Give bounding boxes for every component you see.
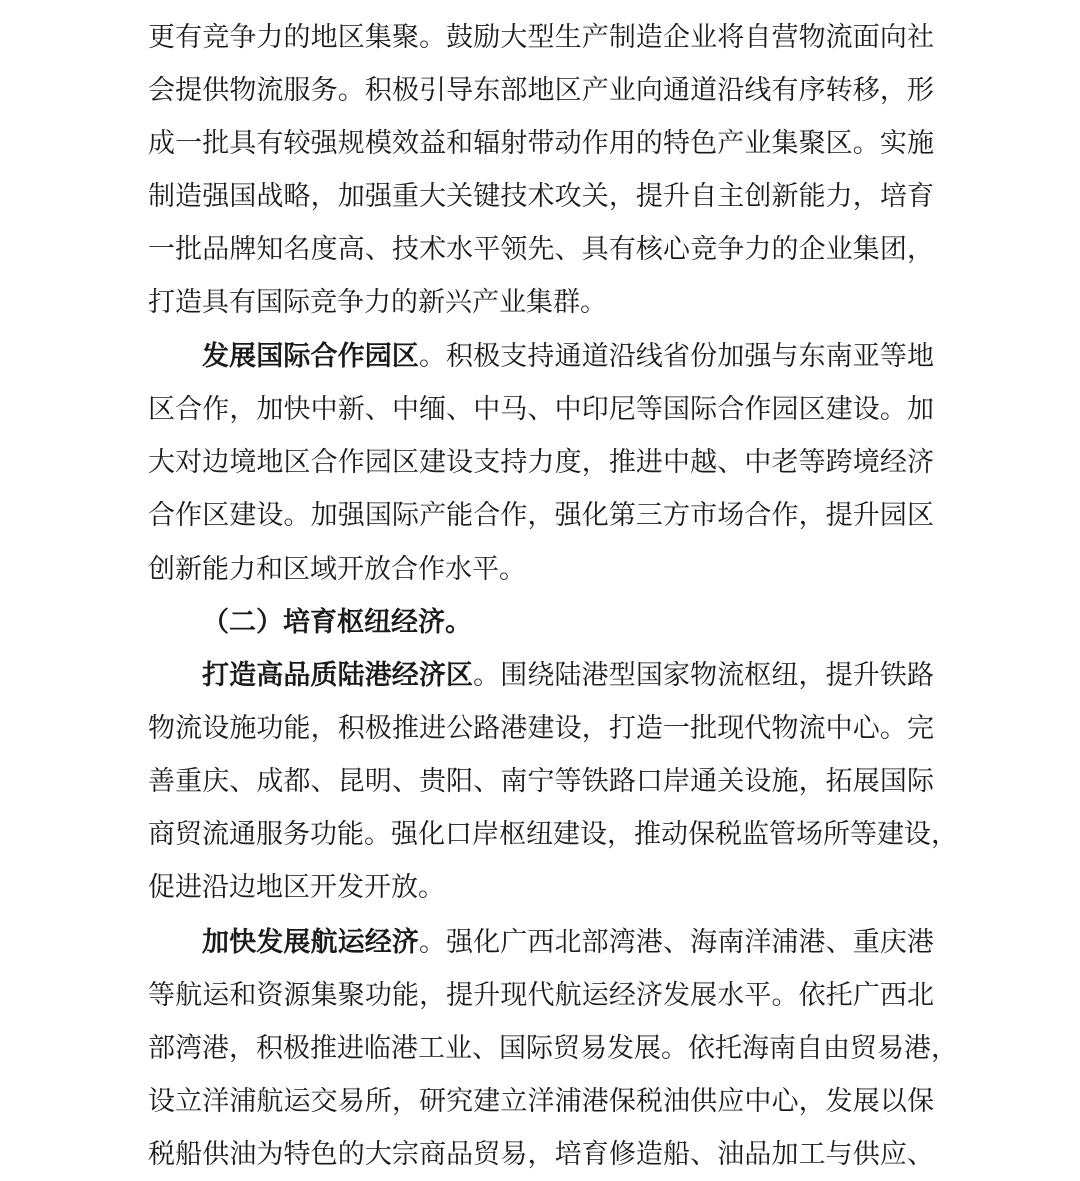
- paragraph-text: 。强化广西北部湾港、海南洋浦港、重庆港: [418, 927, 935, 958]
- paragraph-text: 。围绕陆港型国家物流枢纽，提升铁路: [473, 660, 935, 691]
- body-line: 成一批具有较强规模效益和辐射带动作用的特色产业集聚区。实施: [148, 128, 934, 159]
- body-line: 物流设施功能，积极推进公路港建设，打造一批现代物流中心。完: [148, 713, 934, 744]
- section-heading: （二）培育枢纽经济。: [202, 607, 472, 638]
- body-line: 更有竞争力的地区集聚。鼓励大型生产制造企业将自营物流面向社: [148, 22, 934, 53]
- body-line: 商贸流通服务功能。强化口岸枢纽建设，推动保税监管场所等建设，: [148, 819, 958, 850]
- body-line: 善重庆、成都、昆明、贵阳、南宁等铁路口岸通关设施，拓展国际: [148, 766, 934, 797]
- body-line: 大对边境地区合作园区建设支持力度，推进中越、中老等跨境经济: [148, 447, 934, 478]
- body-line: 等航运和资源集聚功能，提升现代航运经济发展水平。依托广西北: [148, 980, 934, 1011]
- body-line: 设立洋浦航运交易所，研究建立洋浦港保税油供应中心，发展以保: [148, 1086, 934, 1117]
- paragraph-first-line: [202, 923, 934, 963]
- paragraph-text: 。积极支持通道沿线省份加强与东南亚等地: [418, 341, 935, 372]
- paragraph-first-line: [202, 337, 934, 377]
- body-line: 会提供物流服务。积极引导东部地区产业向通道沿线有序转移，形: [148, 75, 934, 106]
- body-line: 合作区建设。加强国际产能合作，强化第三方市场合作，提升园区: [148, 500, 934, 531]
- body-line: 一批品牌知名度高、技术水平领先、具有核心竞争力的企业集团，: [148, 234, 934, 265]
- paragraph-heading: 加快发展航运经济: [202, 927, 419, 958]
- paragraph-heading: 发展国际合作园区: [202, 341, 419, 372]
- paragraph-first-line: [202, 656, 934, 696]
- body-line: 促进沿边地区开发开放。: [148, 872, 445, 903]
- body-line: 税船供油为特色的大宗商品贸易，培育修造船、油品加工与供应、: [148, 1139, 934, 1170]
- body-line: 制造强国战略，加强重大关键技术攻关，提升自主创新能力，培育: [148, 181, 934, 212]
- body-line: 打造具有国际竞争力的新兴产业集群。: [148, 287, 607, 318]
- paragraph-heading: 打造高品质陆港经济区: [202, 660, 474, 691]
- body-line: 部湾港，积极推进临港工业、国际贸易发展。依托海南自由贸易港，: [148, 1033, 958, 1064]
- body-line: 区合作，加快中新、中缅、中马、中印尼等国际合作园区建设。加: [148, 394, 934, 425]
- body-line: 创新能力和区域开放合作水平。: [148, 554, 526, 585]
